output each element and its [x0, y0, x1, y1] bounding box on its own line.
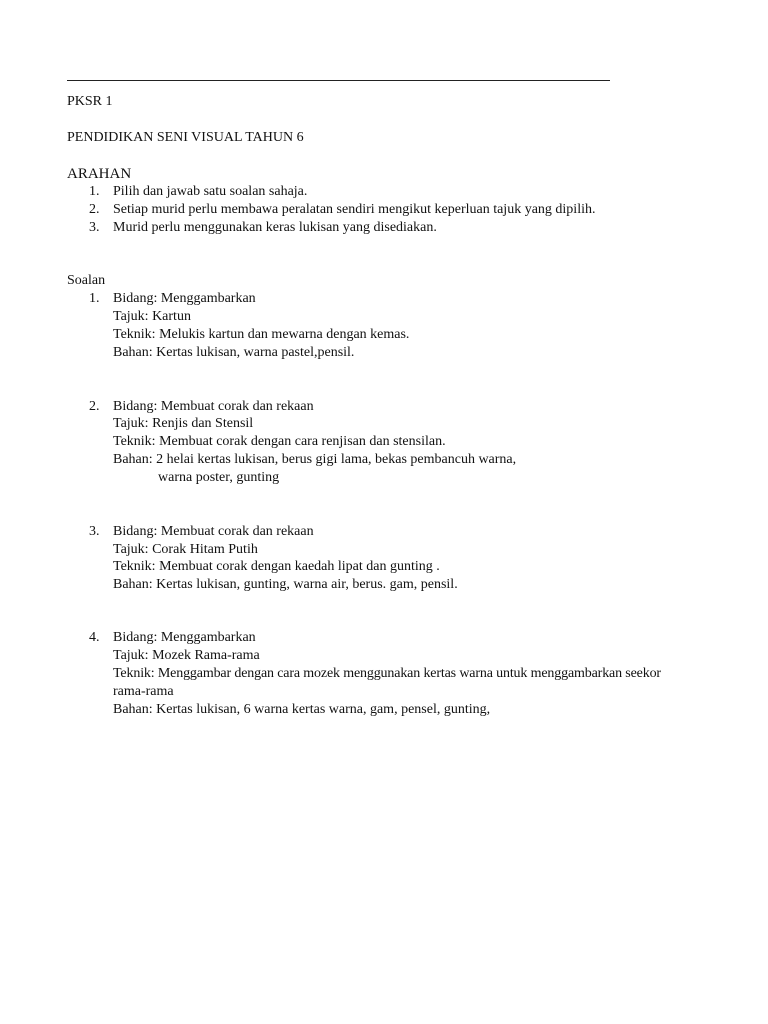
question-teknik-continued: rama-rama: [113, 684, 174, 699]
question-bahan-continued: warna poster, gunting: [158, 470, 280, 485]
question-tajuk: Tajuk: Renjis dan Stensil: [113, 416, 254, 431]
question-bahan: Bahan: Kertas lukisan, warna pastel,pensil.: [113, 345, 355, 360]
arahan-item-number: 2.: [89, 202, 100, 217]
question-bahan: Bahan: Kertas lukisan, gunting, warna air, berus. gam, pensil.: [113, 577, 458, 592]
question-number: 1.: [89, 291, 100, 306]
arahan-item-number: 1.: [89, 184, 100, 199]
question-number: 2.: [89, 399, 100, 414]
question-bahan: Bahan: 2 helai kertas lukisan, berus gigi lama, bekas pembancuh warna,: [113, 452, 517, 467]
question-tajuk: Tajuk: Kartun: [113, 309, 191, 324]
question-tajuk: Tajuk: Mozek Rama-rama: [113, 648, 260, 663]
question-bahan: Bahan: Kertas lukisan, 6 warna kertas warna, gam, pensel, gunting,: [113, 702, 491, 717]
question-bidang: Bidang: Menggambarkan: [113, 630, 256, 645]
soalan-heading: Soalan: [67, 273, 106, 288]
question-tajuk: Tajuk: Corak Hitam Putih: [113, 542, 258, 557]
question-number: 3.: [89, 524, 100, 539]
arahan-heading: ARAHAN: [67, 166, 132, 182]
document-subject-title: PENDIDIKAN SENI VISUAL TAHUN 6: [67, 130, 304, 145]
question-number: 4.: [89, 630, 100, 645]
arahan-item-text: Setiap murid perlu membawa peralatan sendiri mengikut keperluan tajuk yang dipilih.: [113, 202, 596, 217]
question-teknik: Teknik: Menggambar dengan cara mozek menggunakan kertas warna untuk menggambarkan seekor: [113, 666, 661, 681]
question-teknik: Teknik: Membuat corak dengan cara renjisan dan stensilan.: [113, 434, 446, 449]
question-teknik: Teknik: Melukis kartun dan mewarna dengan kemas.: [113, 327, 410, 342]
top-rule-line: [67, 80, 610, 81]
document-code: PKSR 1: [67, 94, 113, 109]
question-bidang: Bidang: Membuat corak dan rekaan: [113, 524, 314, 539]
question-bidang: Bidang: Membuat corak dan rekaan: [113, 399, 314, 414]
arahan-item-text: Murid perlu menggunakan keras lukisan yang disediakan.: [113, 220, 437, 235]
question-teknik: Teknik: Membuat corak dengan kaedah lipat dan gunting .: [113, 559, 440, 574]
question-bidang: Bidang: Menggambarkan: [113, 291, 256, 306]
arahan-item-number: 3.: [89, 220, 100, 235]
arahan-item-text: Pilih dan jawab satu soalan sahaja.: [113, 184, 308, 199]
